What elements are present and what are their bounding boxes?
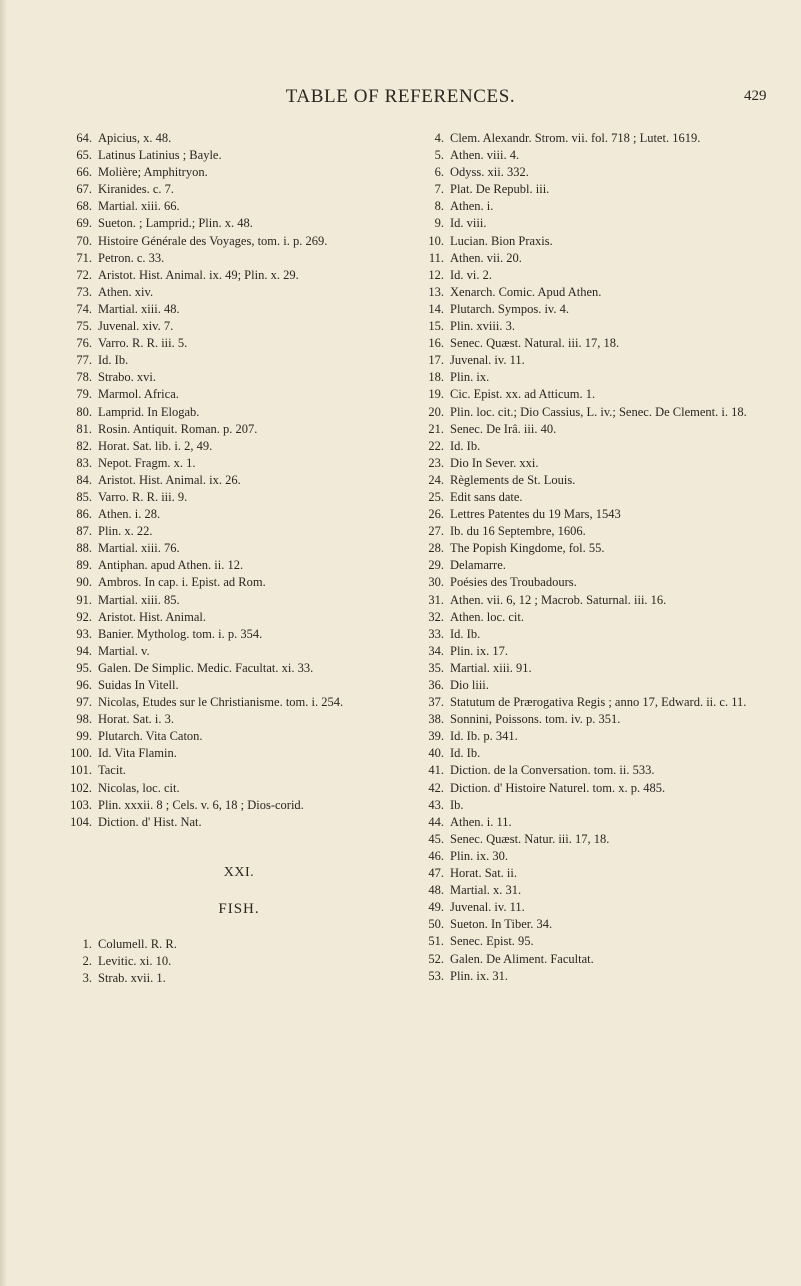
reference-entry [412,352,772,369]
reference-text: Varro. R. R. iii. 5. [98,336,188,351]
reference-number: 73. [76,284,92,299]
reference-text: Histoire Générale des Voyages, tom. i. p. 269. [98,233,328,248]
reference-number: 25. [428,489,444,504]
reference-text: Id. vi. 2. [450,267,493,282]
reference-number: 48. [428,883,444,898]
reference-number: 81. [76,421,92,436]
reference-number: 22. [428,438,444,453]
reference-number: 70. [76,233,92,248]
reference-number: 84. [76,472,92,487]
reference-number: 87. [76,524,92,539]
reference-text: Plin. ix. 17. [450,643,508,658]
reference-entry [412,762,772,779]
reference-number: 37. [428,695,444,710]
reference-text: Antiphan. apud Athen. ii. 12. [98,558,244,573]
reference-text: Plin. loc. cit.; Dio Cassius, L. iv.; Senec. De Clement. i. 18. [450,404,747,419]
reference-number: 53. [428,968,444,983]
reference-text: Marmol. Africa. [98,387,179,402]
reference-text: Plin. ix. 30. [450,848,508,863]
reference-text: Aristot. Hist. Animal. [98,609,206,624]
reference-number: 104. [70,814,92,829]
reference-entry [412,592,772,609]
reference-entry [412,147,772,164]
reference-entry [60,814,380,831]
reference-text: Martial. xiii. 91. [450,660,532,675]
reference-number: 30. [428,575,444,590]
reference-entry [412,933,772,950]
reference-entry [412,916,772,933]
reference-entry [412,626,772,643]
reference-text: Plin. ix. 31. [450,968,508,983]
reference-text: Statutum de Prærogativa Regis ; anno 17, Edward. ii. c. 11. [450,695,747,710]
reference-text: Lamprid. In Elogab. [98,404,200,419]
reference-entry [60,198,380,215]
reference-entry [412,899,772,916]
reference-number: 102. [70,780,92,795]
reference-number: 99. [76,729,92,744]
reference-entry [412,728,772,745]
reference-number: 47. [428,866,444,881]
reference-entry [412,472,772,489]
reference-entry [60,780,380,797]
reference-text: Martial. xiii. 85. [98,592,180,607]
reference-number: 72. [76,267,92,282]
reference-text: Dio liii. [450,678,489,692]
reference-text: Strab. xvii. 1. [98,971,166,986]
reference-number: 38. [428,712,444,727]
reference-number: 40. [428,746,444,761]
reference-entry [412,745,772,762]
reference-number: 97. [76,695,92,710]
reference-number: 36. [428,678,444,692]
reference-text: Martial. v. [98,643,150,658]
reference-text: Aristot. Hist. Animal. ix. 26. [98,472,241,487]
reference-number: 78. [76,370,92,385]
reference-number: 89. [76,558,92,573]
reference-number: 69. [76,216,92,231]
reference-number: 88. [76,541,92,556]
reference-entry [412,557,772,574]
reference-entry [60,250,380,267]
reference-entry [412,677,772,694]
reference-number: 39. [428,729,444,744]
left-entries [60,130,380,831]
reference-text: Martial. x. 31. [450,883,522,898]
reference-entry [412,694,772,711]
reference-entry [412,951,772,968]
reference-text: Tacit. [98,763,126,778]
reference-entry [60,215,380,232]
reference-text: Senec. Quæst. Natural. iii. 17, 18. [450,336,620,351]
reference-number: 75. [76,319,92,334]
reference-number: 3. [82,971,92,986]
reference-entry [60,523,380,540]
reference-number: 49. [428,900,444,915]
reference-number: 93. [76,626,92,641]
reference-text: Petron. c. 33. [98,250,165,265]
reference-text: Senec. Quæst. Natur. iii. 17, 18. [450,831,610,846]
reference-entry [412,797,772,814]
reference-entry [60,557,380,574]
reference-text: Latinus Latinius ; Bayle. [98,148,222,163]
reference-entry [60,694,380,711]
reference-text: Juvenal. xiv. 7. [98,319,174,334]
reference-text: Diction. d' Histoire Naturel. tom. x. p. 485. [450,780,666,795]
reference-text: Athen. xiv. [98,284,154,299]
reference-number: 68. [76,199,92,214]
reference-text: Juvenal. iv. 11. [450,900,525,915]
reference-text: Senec. Epist. 95. [450,934,534,949]
reference-number: 28. [428,541,444,556]
reference-entry [60,352,380,369]
reference-text: Horat. Sat. ii. [450,866,518,881]
reference-entry [60,181,380,198]
reference-text: Horat. Sat. i. 3. [98,712,175,727]
reference-text: Nicolas, Etudes sur le Christianisme. tom. i. 254. [98,695,344,710]
reference-number: 13. [428,284,444,299]
reference-text: Apicius, x. 48. [98,131,172,145]
reference-text: Horat. Sat. lib. i. 2, 49. [98,438,213,453]
reference-number: 92. [76,609,92,624]
reference-text: Galen. De Aliment. Facultat. [450,951,594,966]
reference-number: 20. [428,404,444,419]
reference-text: Sueton. ; Lamprid.; Plin. x. 48. [98,216,253,231]
reference-number: 94. [76,643,92,658]
reference-text: Ib. du 16 Septembre, 1606. [450,524,586,539]
reference-text: Athen. vii. 6, 12 ; Macrob. Saturnal. iii. 16. [450,592,667,607]
reference-number: 83. [76,455,92,470]
reference-entry [60,626,380,643]
reference-text: Id. Vita Flamin. [98,746,177,761]
reference-entry [412,284,772,301]
reference-number: 17. [428,353,444,368]
reference-entry [412,711,772,728]
reference-text: Id. Ib. [98,353,129,368]
reference-number: 98. [76,712,92,727]
reference-entry [60,574,380,591]
right-entries [412,130,772,985]
reference-number: 95. [76,660,92,675]
reference-number: 29. [428,558,444,573]
reference-entry [412,335,772,352]
reference-entry [412,267,772,284]
reference-number: 64. [76,131,92,145]
section-title: FISH. [218,900,260,917]
reference-entry [412,780,772,797]
reference-text: Xenarch. Comic. Apud Athen. [450,284,602,299]
reference-text: Athen. i. 28. [98,507,161,522]
reference-text: Lettres Patentes du 19 Mars, 1543 [450,507,621,522]
reference-number: 12. [428,267,444,282]
reference-text: Kiranides. c. 7. [98,182,175,197]
reference-number: 4. [434,131,444,145]
reference-number: 65. [76,148,92,163]
reference-text: Banier. Mytholog. tom. i. p. 354. [98,626,263,641]
reference-entry [412,609,772,626]
page-number: 429 [744,88,767,104]
reference-number: 76. [76,336,92,351]
reference-entry [412,523,772,540]
reference-number: 90. [76,575,92,590]
reference-entry [60,506,380,523]
reference-text: Dio In Sever. xxi. [450,455,539,470]
reference-number: 33. [428,626,444,641]
reference-entry [412,540,772,557]
reference-number: 35. [428,660,444,675]
reference-text: Molière; Amphitryon. [98,165,208,180]
reference-number: 18. [428,370,444,385]
running-title: TABLE OF REFERENCES. [285,86,516,107]
reference-entry [60,970,380,987]
reference-entry [60,335,380,352]
reference-entry [412,386,772,403]
reference-number: 41. [428,763,444,778]
reference-entry [412,250,772,267]
reference-entry [60,489,380,506]
reference-entry [412,318,772,335]
reference-entry [412,489,772,506]
reference-text: Athen. loc. cit. [450,609,524,624]
reference-text: Plin. x. 22. [98,524,153,539]
reference-text: Ib. [450,797,464,812]
reference-text: Strabo. xvi. [98,370,156,385]
page-gutter-shadow [0,0,7,1286]
reference-text: Id. viii. [450,216,487,231]
reference-text: Id. Ib. [450,746,481,761]
reference-text: Plin. ix. [450,370,490,385]
reference-text: Columell. R. R. [98,936,177,951]
reference-text: Nicolas, loc. cit. [98,780,180,795]
reference-number: 15. [428,319,444,334]
reference-entry [412,506,772,523]
reference-text: Martial. xiii. 48. [98,301,180,316]
reference-text: Cic. Epist. xx. ad Atticum. 1. [450,387,596,402]
reference-entry [60,404,380,421]
reference-entry [412,215,772,232]
reference-number: 9. [434,216,444,231]
reference-text: Varro. R. R. iii. 9. [98,489,188,504]
reference-text: Ambros. In cap. i. Epist. ad Rom. [98,575,266,590]
reference-number: 79. [76,387,92,402]
reference-text: Plutarch. Vita Caton. [98,729,203,744]
reference-number: 45. [428,831,444,846]
reference-number: 71. [76,250,92,265]
reference-entry [60,660,380,677]
reference-text: Id. Ib. [450,438,481,453]
reference-number: 100. [70,746,92,761]
reference-text: Sonnini, Poissons. tom. iv. p. 351. [450,712,621,727]
reference-text: Plin. xxxii. 8 ; Cels. v. 6, 18 ; Dios-corid. [98,797,304,812]
reference-entry [412,660,772,677]
reference-number: 32. [428,609,444,624]
reference-entry [60,147,380,164]
reference-number: 96. [76,678,92,692]
reference-text: Suidas In Vitell. [98,678,179,692]
reference-text: Athen. i. [450,199,494,214]
reference-text: Athen. viii. 4. [450,148,520,163]
reference-entry [60,438,380,455]
reference-number: 44. [428,814,444,829]
reference-text: Diction. d' Hist. Nat. [98,814,202,829]
reference-number: 74. [76,301,92,316]
reference-entry [412,233,772,250]
left-column [60,130,380,987]
reference-number: 86. [76,507,92,522]
reference-text: Clem. Alexandr. Strom. vii. fol. 718 ; Lutet. 1619. [450,131,701,145]
reference-number: 8. [434,199,444,214]
reference-text: Règlements de St. Louis. [450,472,576,487]
reference-entry [60,677,380,694]
reference-entry [60,369,380,386]
reference-text: Plin. xviii. 3. [450,319,515,334]
reference-text: Athen. vii. 20. [450,250,522,265]
reference-number: 103. [70,797,92,812]
reference-entry [60,797,380,814]
reference-number: 82. [76,438,92,453]
reference-text: Rosin. Antiquit. Roman. p. 207. [98,421,258,436]
reference-entry [60,301,380,318]
reference-entry [412,455,772,472]
reference-number: 66. [76,165,92,180]
reference-number: 11. [428,250,444,265]
reference-number: 21. [428,421,444,436]
reference-entry [60,386,380,403]
reference-number: 26. [428,507,444,522]
reference-text: Sueton. In Tiber. 34. [450,917,553,932]
reference-text: Plutarch. Sympos. iv. 4. [450,301,569,316]
reference-text: Aristot. Hist. Animal. ix. 49; Plin. x. 29. [98,267,299,282]
reference-entry [412,301,772,318]
reference-entry [412,882,772,899]
reference-number: 34. [428,643,444,658]
reference-entry [412,130,772,147]
reference-number: 46. [428,848,444,863]
reference-text: The Popish Kingdome, fol. 55. [450,541,605,556]
reference-text: Poésies des Troubadours. [450,575,577,590]
reference-text: Galen. De Simplic. Medic. Facultat. xi. 33. [98,660,314,675]
reference-number: 91. [76,592,92,607]
reference-number: 1. [82,936,92,951]
reference-entry [60,472,380,489]
reference-entry [412,643,772,660]
reference-text: Nepot. Fragm. x. 1. [98,455,196,470]
right-column [412,130,772,985]
reference-text: Athen. i. 11. [450,814,512,829]
reference-text: Senec. De Irâ. iii. 40. [450,421,557,436]
reference-number: 52. [428,951,444,966]
reference-text: Odyss. xii. 332. [450,165,529,180]
reference-entry [60,421,380,438]
reference-number: 42. [428,780,444,795]
reference-text: Diction. de la Conversation. tom. ii. 533. [450,763,655,778]
reference-text: Lucian. Bion Praxis. [450,233,553,248]
reference-entry [60,233,380,250]
reference-text: Martial. xiii. 76. [98,541,180,556]
reference-number: 67. [76,182,92,197]
reference-number: 85. [76,489,92,504]
page-header [0,86,801,114]
reference-number: 2. [82,953,92,968]
reference-entry [412,421,772,438]
reference-entry [60,762,380,779]
reference-entry [60,643,380,660]
reference-text: Id. Ib. p. 341. [450,729,518,744]
reference-number: 24. [428,472,444,487]
reference-entry [412,181,772,198]
reference-number: 5. [434,148,444,163]
reference-number: 6. [434,165,444,180]
reference-number: 14. [428,301,444,316]
reference-number: 23. [428,455,444,470]
reference-number: 19. [428,387,444,402]
reference-entry [412,814,772,831]
reference-entry [60,953,380,970]
reference-entry [60,711,380,728]
reference-entry [60,609,380,626]
reference-entry [60,318,380,335]
reference-entry [412,164,772,181]
reference-entry [60,592,380,609]
reference-number: 7. [434,182,444,197]
reference-entry [60,267,380,284]
reference-entry [60,540,380,557]
reference-entry [60,936,380,953]
reference-text: Delamarre. [450,558,506,573]
reference-entry [412,198,772,215]
section-numeral: XXI. [223,864,255,880]
reference-number: 16. [428,336,444,351]
reference-entry [60,745,380,762]
reference-number: 51. [428,934,444,949]
reference-number: 77. [76,353,92,368]
reference-number: 43. [428,797,444,812]
reference-number: 50. [428,917,444,932]
reference-entry [412,404,772,421]
left-entries-after [60,936,380,987]
reference-text: Plat. De Republ. iii. [450,182,550,197]
reference-entry [60,164,380,181]
reference-entry [60,728,380,745]
reference-number: 80. [76,404,92,419]
reference-text: Juvenal. iv. 11. [450,353,525,368]
reference-number: 10. [428,233,444,248]
reference-entry [412,831,772,848]
reference-entry [412,574,772,591]
reference-entry [60,455,380,472]
reference-text: Edit sans date. [450,489,523,504]
reference-text: Id. Ib. [450,626,481,641]
reference-entry [412,848,772,865]
reference-text: Levitic. xi. 10. [98,953,172,968]
reference-entry [60,284,380,301]
reference-entry [412,865,772,882]
reference-entry [412,968,772,985]
reference-entry [412,369,772,386]
reference-entry [412,438,772,455]
reference-number: 31. [428,592,444,607]
reference-text: Martial. xiii. 66. [98,199,180,214]
reference-number: 27. [428,524,444,539]
reference-entry [60,130,380,147]
reference-number: 101. [70,763,92,778]
